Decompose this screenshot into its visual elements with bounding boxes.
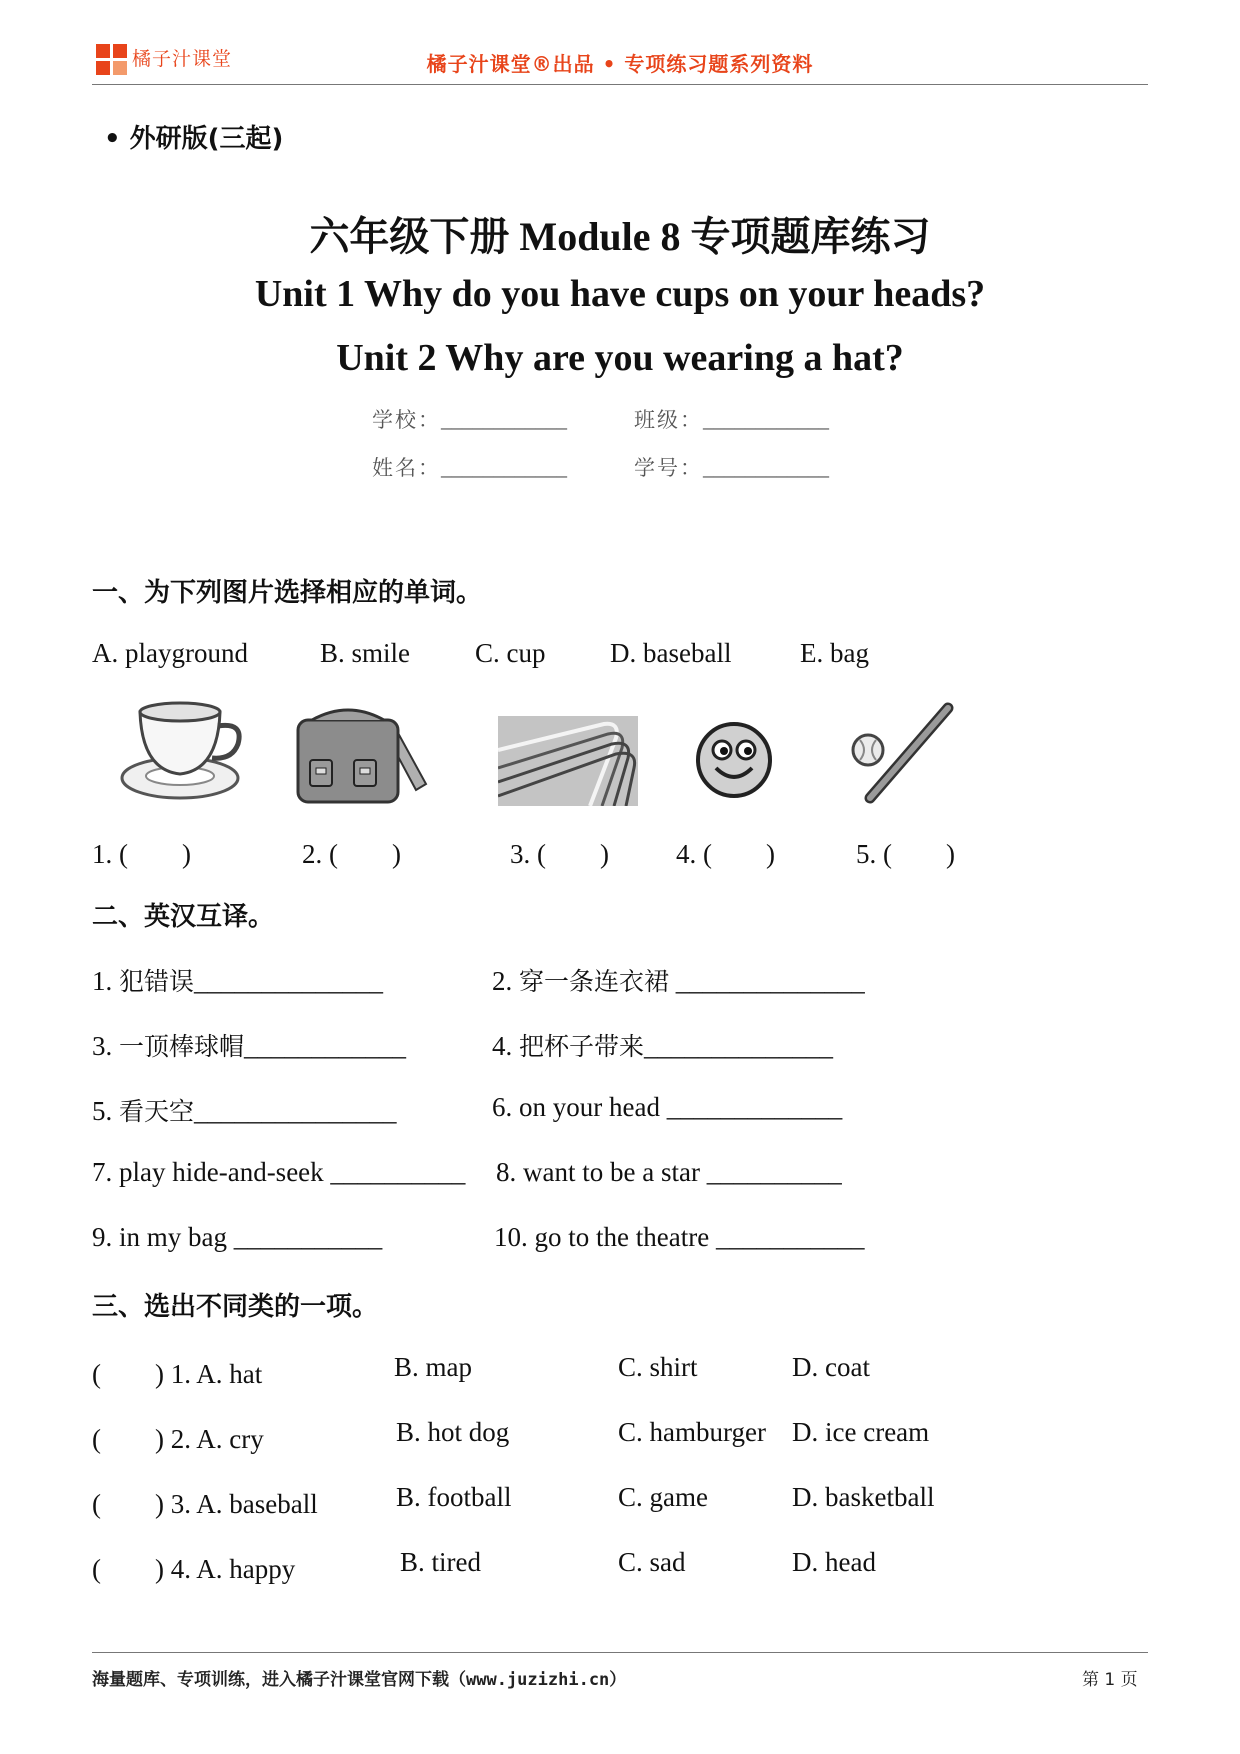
question-2-prefix[interactable]: ( ) 2. A. cry <box>92 1424 264 1454</box>
edition-label: • 外研版(三起) <box>104 124 284 154</box>
translate-item-2[interactable]: 2. 穿一条连衣裙 ______________ <box>492 966 865 996</box>
question-3-option-c: C. game <box>618 1482 708 1512</box>
translate-item-4[interactable]: 4. 把杯子带来______________ <box>492 1031 834 1061</box>
question-4-option-d: D. head <box>792 1547 876 1577</box>
bag-icon <box>292 704 432 809</box>
option-d: D. baseball <box>610 638 732 668</box>
school-blank: ____________ <box>441 408 567 432</box>
question-1-prefix[interactable]: ( ) 1. A. hat <box>92 1359 263 1389</box>
question-4-prefix[interactable]: ( ) 4. A. happy <box>92 1554 296 1584</box>
class-field <box>634 404 829 434</box>
class-label: 班级： <box>634 408 703 432</box>
question-1-option-d: D. coat <box>792 1352 870 1382</box>
number-label: 学号： <box>634 456 703 480</box>
answer-2[interactable]: 2. ( ) <box>302 839 401 869</box>
unit2-title: Unit 2 Why are you wearing a hat? <box>336 337 904 379</box>
school-label: 学校： <box>372 408 441 432</box>
answer-5[interactable]: 5. ( ) <box>856 839 955 869</box>
baseball-icon <box>850 700 960 810</box>
section3-heading: 三、选出不同类的一项。 <box>92 1292 379 1322</box>
translate-item-10[interactable]: 10. go to the theatre ___________ <box>494 1222 865 1252</box>
option-c: C. cup <box>475 638 546 668</box>
option-b: B. smile <box>320 638 411 668</box>
cup-icon <box>118 700 248 810</box>
question-1-option-c: C. shirt <box>618 1352 698 1382</box>
translate-item-6[interactable]: 6. on your head _____________ <box>492 1092 843 1122</box>
question-1-option-b: B. map <box>394 1352 472 1382</box>
translate-item-1[interactable]: 1. 犯错误______________ <box>92 966 384 996</box>
header-title: 橘子汁课堂®出品 • 专项练习题系列资料 <box>426 52 814 76</box>
number-blank: ____________ <box>703 456 829 480</box>
section1-heading: 一、为下列图片选择相应的单词。 <box>92 578 483 608</box>
answer-3[interactable]: 3. ( ) <box>510 839 609 869</box>
translate-item-5[interactable]: 5. 看天空_______________ <box>92 1096 397 1126</box>
page-number: 第 1 页 <box>1082 1670 1138 1690</box>
class-blank: ____________ <box>703 408 829 432</box>
answer-4[interactable]: 4. ( ) <box>676 839 775 869</box>
footer-website-text: 海量题库、专项训练，进入橘子汁课堂官网下载（www.juzizhi.cn） <box>92 1670 627 1690</box>
question-2-option-b: B. hot dog <box>396 1417 510 1447</box>
playground-icon <box>498 716 638 811</box>
option-e: E. bag <box>800 638 869 668</box>
name-blank: ____________ <box>441 456 567 480</box>
question-4-option-c: C. sad <box>618 1547 686 1577</box>
number-field <box>634 452 829 482</box>
name-field <box>372 452 567 482</box>
answer-1[interactable]: 1. ( ) <box>92 839 191 869</box>
unit1-title: Unit 1 Why do you have cups on your heads? <box>254 273 986 315</box>
section2-heading: 二、英汉互译。 <box>92 902 275 932</box>
translate-item-9[interactable]: 9. in my bag ___________ <box>92 1222 383 1252</box>
header-divider <box>92 84 1148 85</box>
logo-text: 橘子汁课堂 <box>132 48 233 70</box>
school-field <box>372 404 567 434</box>
question-3-prefix[interactable]: ( ) 3. A. baseball <box>92 1489 318 1519</box>
smile-icon <box>694 720 774 805</box>
question-3-option-b: B. football <box>396 1482 512 1512</box>
page-title: 六年级下册 Module 8 专项题库练习 <box>309 214 931 259</box>
translate-item-8[interactable]: 8. want to be a star __________ <box>496 1157 842 1187</box>
question-4-option-b: B. tired <box>400 1547 481 1577</box>
question-3-option-d: D. basketball <box>792 1482 935 1512</box>
question-2-option-d: D. ice cream <box>792 1417 930 1447</box>
logo-icon <box>96 44 128 76</box>
question-2-option-c: C. hamburger <box>618 1417 766 1447</box>
name-label: 姓名： <box>372 456 441 480</box>
translate-item-7[interactable]: 7. play hide-and-seek __________ <box>92 1157 466 1187</box>
translate-item-3[interactable]: 3. 一顶棒球帽____________ <box>92 1031 407 1061</box>
option-a: A. playground <box>92 638 248 668</box>
footer-divider <box>92 1652 1148 1653</box>
